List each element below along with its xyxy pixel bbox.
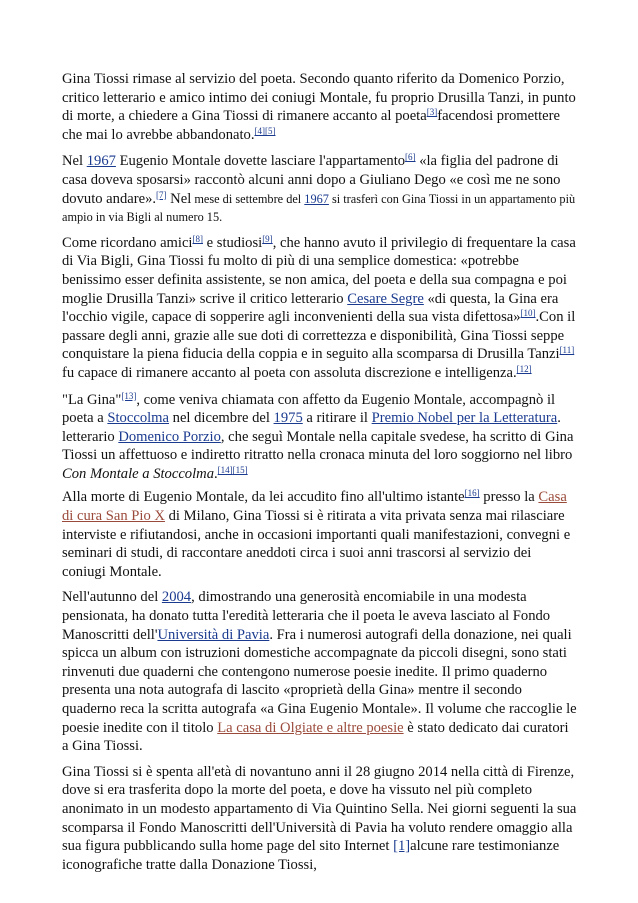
paragraph-2 — [62, 152, 578, 226]
document-page — [62, 70, 578, 880]
text: "La Gina" — [62, 391, 122, 408]
text: Come ricordano amici — [62, 234, 193, 251]
text-small: mese di settembre del — [191, 191, 305, 206]
text: Gina Tiossi si è spenta all'età di novantuno anni il 28 giugno 2014 nella città di Firenze, dove si era trasferita dopo la morte del poeta, e dove ha vissuto nel più completo anonimato in un modesto appartamento di Via Quintino Sella. Nei giorni seguenti la sua scomparsa il Fondo Manoscritti dell'Università di Pavia ha voluto rendere omaggio alla sua figura pubblicando sulla home page del sito Internet — [62, 763, 577, 855]
citation-15[interactable]: [15] — [232, 464, 248, 475]
link-1975[interactable]: 1975 — [273, 410, 303, 427]
link-premio-nobel[interactable]: Premio Nobel per la Letteratura — [371, 410, 558, 427]
link-external-1[interactable]: [1] — [393, 838, 411, 855]
citation-11[interactable]: [11] — [559, 345, 575, 356]
citation-9[interactable]: [9] — [262, 233, 273, 244]
link-stoccolma[interactable]: Stoccolma — [107, 410, 169, 427]
text: Gina Tiossi rimase al servizio del poeta. Secondo quanto riferito da Domenico Porzio, critico letterario e amico intimo dei coniugi Montale, fu proprio Drusilla Tanzi, in punto di morte, a chiedere a Gina Tiossi di rimanere accanto al poeta — [62, 71, 576, 125]
citation-4[interactable]: [4] — [254, 125, 265, 136]
citation-14[interactable]: [14] — [217, 464, 233, 475]
citation-3[interactable]: [3] — [426, 107, 438, 118]
text: presso la — [479, 489, 539, 506]
citation-5[interactable]: [5] — [264, 125, 276, 136]
link-casa-di-olgiate[interactable]: La casa di Olgiate e altre poesie — [217, 719, 404, 736]
citation-13[interactable]: [13] — [121, 390, 137, 401]
text: . Fra i numerosi autografi della donazione, nei quali spicca un album con istruzioni domestiche accompagnate da piccoli disegni, sono stati rinvenuti due quaderni che contengono numerose poesie inedite. Il primo quaderno presenta una nota autografa di lascito «proprietà della Gina» mentre il secondo quaderno reca la scritta autografa «a Gina Eugenio Montale». Il volume che raccoglie le poesie inedite con il titolo — [62, 626, 577, 736]
link-2004[interactable]: 2004 — [161, 589, 192, 606]
text: nel dicembre del — [169, 410, 274, 427]
text: Nell'autunno del — [62, 589, 162, 606]
text: , come veniva chiamata con affetto da Eugenio Montale, accompagnò il poeta a — [62, 391, 556, 427]
link-domenico-porzio[interactable]: Domenico Porzio — [118, 428, 221, 445]
text: Eugenio Montale dovette lasciare l'appartamento — [115, 153, 406, 170]
text: , che hanno avuto il privilegio di frequentare la casa di Via Bigli, Gina Tiossi fu molto di più di una semplice domestica: «potrebbe benissimo esser definita assistente, se non amica, del poeta e della sua compagna e poi moglie Drusilla Tanzi» scrive il critico letterario — [62, 234, 576, 307]
citation-8[interactable]: [8] — [192, 233, 203, 244]
text: Nel — [62, 153, 87, 170]
text: Alla morte di Eugenio Montale, da lei accudito fino all'ultimo istante — [62, 489, 465, 506]
citation-12[interactable]: [12] — [516, 363, 532, 374]
paragraph-7 — [62, 763, 578, 875]
text: . — [214, 465, 218, 482]
citation-6[interactable]: [6] — [405, 152, 416, 163]
text: , dimostrando una generosità encomiabile in una modesta pensionata, ha donato tutta l'eredità letteraria che il poeta le aveva lasciato al Fondo Manoscritti dell' — [62, 589, 551, 643]
link-universita-pavia[interactable]: Università di Pavia — [157, 626, 270, 643]
text: , che seguì Montale nella capitale svedese, ha scritto di Gina Tiossi un affettuoso e indiretto ritratto nella cronaca minuta del loro soggiorno nel libro — [62, 428, 574, 464]
link-casa-di-cura[interactable]: Casa di cura San Pio X — [62, 489, 567, 525]
link-1967[interactable]: 1967 — [86, 153, 116, 170]
link-1967-second[interactable]: 1967 — [304, 191, 329, 206]
text: facendosi promettere che mai lo avrebbe abbandonato. — [62, 108, 560, 143]
text: alcune rare testimonianze iconografiche tratte dalla Donazione Tiossi, — [62, 838, 560, 873]
paragraph-4 — [62, 391, 578, 484]
text: e studiosi — [203, 234, 263, 251]
paragraph-1 — [62, 70, 578, 144]
text: «la figlia del padrone di casa doveva sposarsi» raccontò alcuni anni dopo a Giuliano Dego «e così me ne sono dovuto andare». — [62, 153, 561, 207]
text: . letterario — [62, 410, 561, 445]
paragraph-5 — [62, 488, 578, 581]
citation-16[interactable]: [16] — [464, 488, 480, 499]
book-title: Con Montale a Stoccolma — [62, 465, 214, 482]
text: fu capace di rimanere accanto al poeta con assoluta discrezione e intelligenza. — [62, 364, 517, 381]
text: a ritirare il — [302, 410, 372, 427]
text: .Con il passare degli anni, grazie alle sue doti di correttezza e disponibilità, Gina Tiossi seppe conquistare la piena fiducia della coppia e in seguito alla scomparsa di Drusilla Tanzi — [62, 309, 576, 363]
text: di Milano, Gina Tiossi si è ritirata a vita privata senza mai rilasciare interviste e rifiutandosi, anche in occasioni importanti quali manifestazioni, convegni e seminari di studi, di raccontare aneddoti circa i suoi anni trascorsi al servizio dei coniugi Montale. — [62, 508, 571, 580]
link-cesare-segre[interactable]: Cesare Segre — [347, 290, 424, 307]
text-small: si trasferì con Gina Tiossi in un appartamento più ampio in via Bigli al numero 15. — [62, 191, 576, 225]
citation-10[interactable]: [10] — [520, 308, 536, 319]
text: «di questa, la Gina era l'occhio vigile, capace di sopperire agli inconvenienti della sua vista difettosa» — [62, 290, 559, 326]
paragraph-3 — [62, 234, 578, 383]
text: Nel — [166, 190, 192, 207]
paragraph-6 — [62, 588, 578, 755]
text: è stato dedicato dai curatori a Gina Tiossi. — [62, 719, 569, 755]
citation-7[interactable]: [7] — [156, 189, 167, 200]
